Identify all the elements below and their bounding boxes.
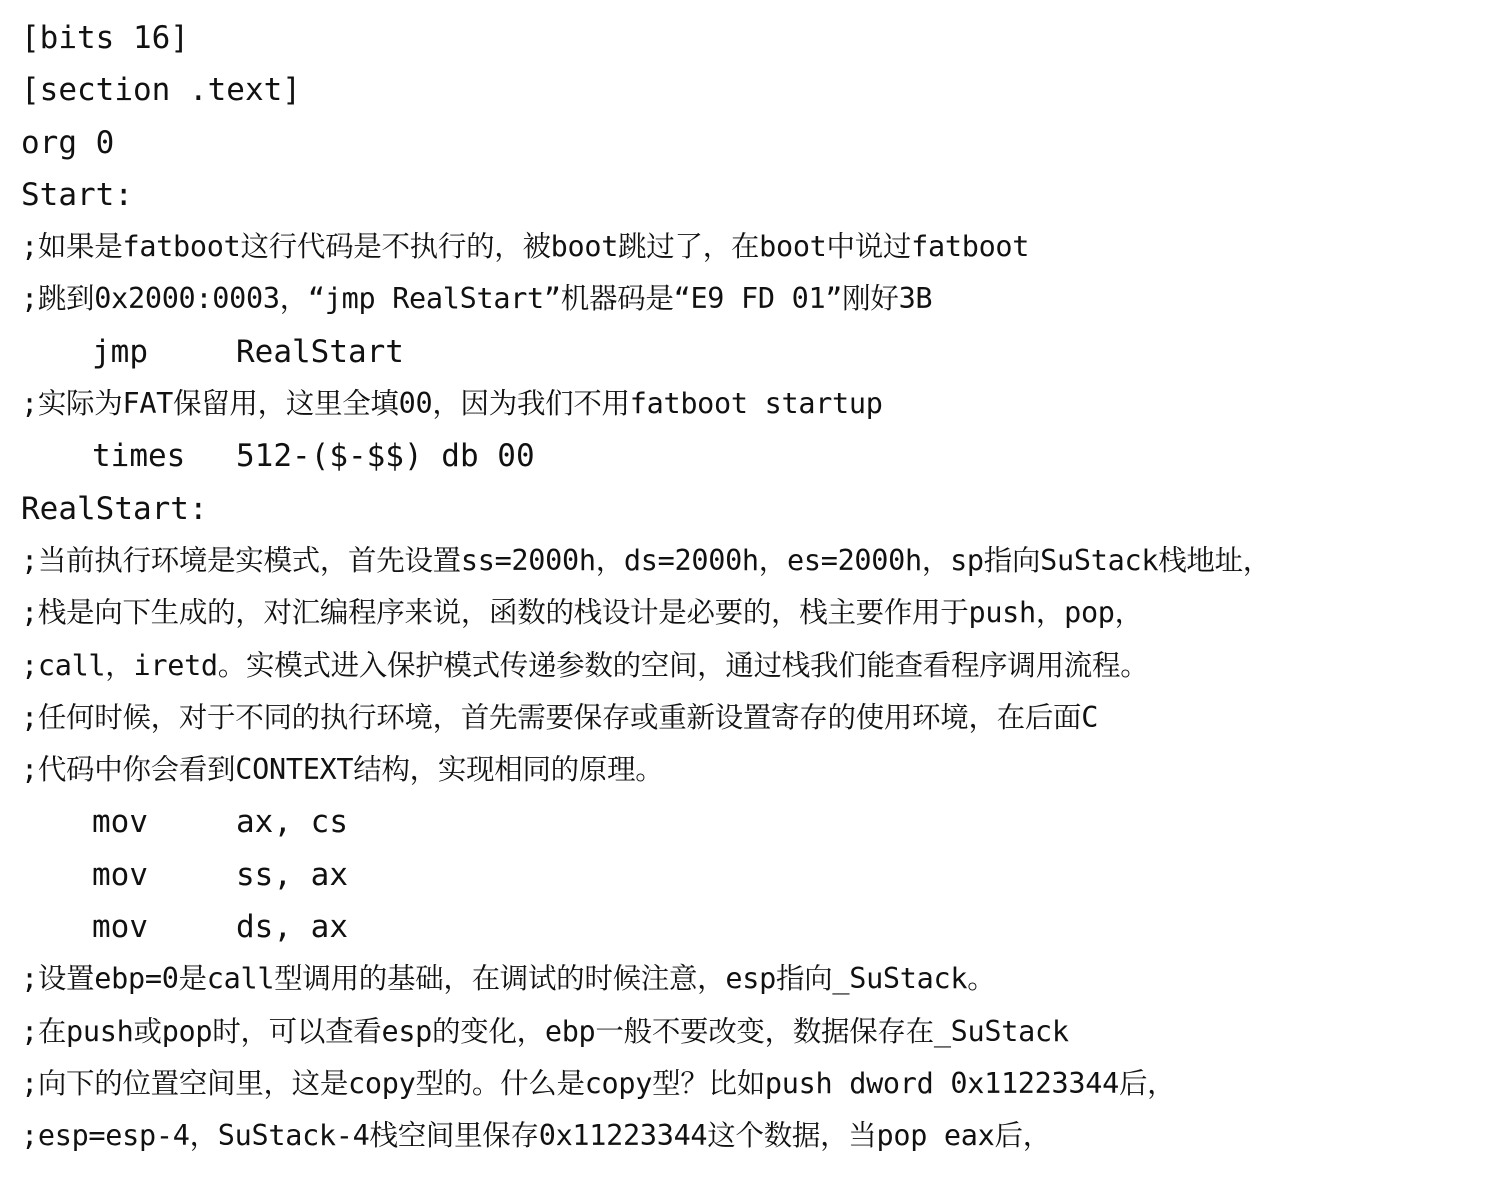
- instruction-opcode: mov: [92, 909, 148, 946]
- code-line-instruction: [21, 326, 1481, 378]
- code-line-comment: ;设置ebp=0是call型调用的基础，在调试的时候注意，esp指向_SuStack。: [21, 962, 996, 996]
- code-line-comment: ;向下的位置空间里，这是copy型的。什么是copy型？比如push dword 0x11223344后，: [21, 1066, 1176, 1100]
- instruction-operands: 512-($-$$) db 00: [236, 438, 535, 475]
- code-line-comment: ;实际为FAT保留用，这里全填00，因为我们不用fatboot startup: [21, 387, 883, 421]
- code-line-comment: ;任何时候，对于不同的执行环境，首先需要保存或重新设置寄存的使用环境，在后面C: [21, 700, 1099, 734]
- code-line-comment: ;如果是fatboot这行代码是不执行的，被boot跳过了，在boot中说过fatboot: [21, 230, 1030, 264]
- code-line-comment: ;在push或pop时，可以查看esp的变化，ebp一般不要改变，数据保存在_SuStack: [21, 1014, 1069, 1048]
- code-line-directive: [bits 16]: [21, 20, 189, 56]
- code-line-comment: ;当前执行环境是实模式，首先设置ss=2000h，ds=2000h，es=2000h，sp指向SuStack栈地址，: [21, 543, 1271, 577]
- code-line-directive: [section .text]: [21, 72, 301, 109]
- instruction-opcode: jmp: [92, 333, 148, 370]
- code-line-instruction: [21, 849, 1481, 901]
- code-line-label: Start:: [21, 176, 133, 213]
- code-line-directive: org 0: [21, 124, 115, 161]
- instruction-operands: ds, ax: [236, 909, 348, 946]
- code-line-label: RealStart:: [21, 490, 208, 527]
- instruction-opcode: times: [92, 438, 186, 475]
- code-line-comment: ;esp=esp-4，SuStack-4栈空间里保存0x11223344这个数据，当pop eax后，: [21, 1119, 1051, 1153]
- code-line-comment: ;代码中你会看到CONTEXT结构，实现相同的原理。: [21, 753, 664, 787]
- instruction-opcode: mov: [92, 856, 148, 893]
- code-listing: [21, 12, 1481, 1163]
- instruction-opcode: mov: [92, 804, 148, 841]
- code-line-comment: ;call，iretd。实模式进入保护模式传递参数的空间，通过栈我们能查看程序调用流程。: [21, 648, 1149, 682]
- code-line-instruction: [21, 430, 1481, 482]
- code-line-instruction: [21, 901, 1481, 953]
- code-line-comment: ;栈是向下生成的，对汇编程序来说，函数的栈设计是必要的，栈主要作用于push，pop，: [21, 596, 1143, 630]
- instruction-operands: ax, cs: [236, 804, 348, 841]
- instruction-operands: RealStart: [236, 333, 404, 370]
- instruction-operands: ss, ax: [236, 856, 348, 893]
- code-line-instruction: [21, 796, 1481, 848]
- code-line-comment: ;跳到0x2000:0003，“jmp RealStart”机器码是“E9 FD 01”刚好3B: [21, 282, 933, 316]
